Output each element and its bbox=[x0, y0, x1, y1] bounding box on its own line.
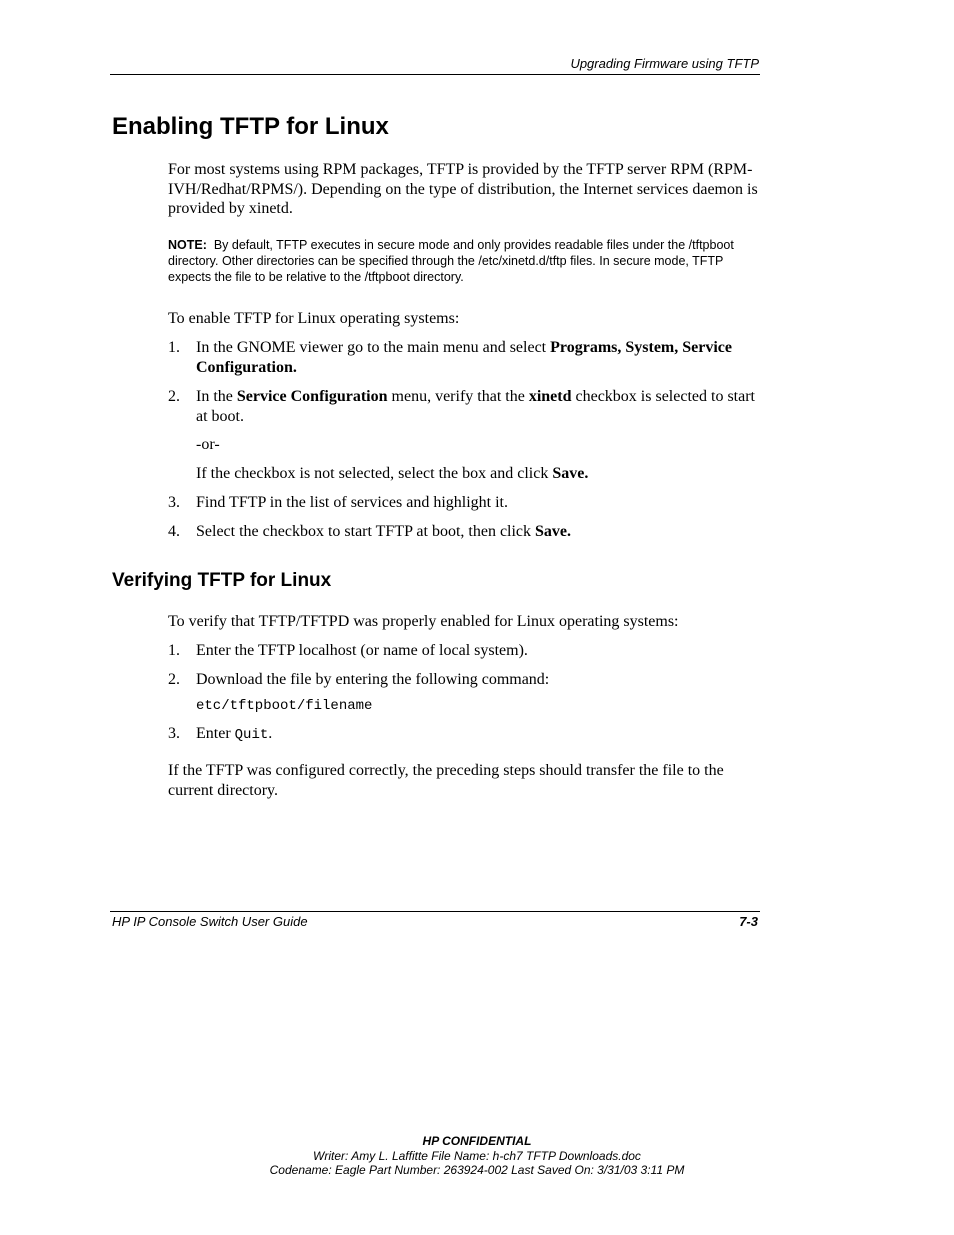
step-number: 1. bbox=[168, 339, 180, 356]
list-item: Find TFTP in the list of services and highlight it. bbox=[196, 494, 508, 511]
list-item: Enter the TFTP localhost (or name of local system). bbox=[196, 642, 528, 659]
section-title-verifying: Verifying TFTP for Linux bbox=[112, 570, 332, 591]
list-item: Enter Quit. bbox=[196, 725, 273, 743]
step-number: 2. bbox=[168, 671, 180, 688]
step-number: 1. bbox=[168, 642, 180, 659]
header-rule bbox=[110, 74, 760, 75]
writer-line: Writer: Amy L. Laffitte File Name: h-ch7 TFTP Downloads.doc bbox=[313, 1149, 641, 1163]
codename-line: Codename: Eagle Part Number: 263924-002 Last Saved On: 3/31/03 3:11 PM bbox=[269, 1163, 685, 1177]
step-number: 3. bbox=[168, 725, 180, 742]
step-number: 2. bbox=[168, 388, 180, 405]
enable-lead: To enable TFTP for Linux operating systems: bbox=[168, 310, 460, 327]
note-block bbox=[168, 237, 760, 285]
code-command: etc/tftpboot/filename bbox=[196, 698, 373, 714]
section-title-enabling: Enabling TFTP for Linux bbox=[112, 113, 389, 140]
or-separator: -or- bbox=[196, 436, 220, 453]
running-header: Upgrading Firmware using TFTP bbox=[570, 56, 759, 71]
intro-paragraph: For most systems using RPM packages, TFTP is provided by the TFTP server RPM (RPM-IVH/Redhat/RPMS/). Depending on the type of distribution, the Internet services daemon is provided by xinetd. bbox=[168, 161, 758, 217]
footer-rule bbox=[110, 911, 760, 912]
list-item: Download the file by entering the following command: bbox=[196, 671, 550, 688]
page-number: 7-3 bbox=[739, 914, 758, 929]
confidential-label: HP CONFIDENTIAL bbox=[422, 1134, 532, 1148]
step-number: 4. bbox=[168, 523, 180, 540]
list-item: Select the checkbox to start TFTP at boot, then click Save. bbox=[196, 523, 572, 540]
list-item: In the GNOME viewer go to the main menu and select Programs, System, Service Configuration. bbox=[196, 339, 732, 376]
list-item-continuation: If the checkbox is not selected, select the box and click Save. bbox=[196, 465, 589, 482]
list-item: In the Service Configuration menu, verify that the xinetd checkbox is selected to start at boot. bbox=[196, 388, 755, 425]
code-quit: Quit bbox=[234, 727, 269, 743]
note-text: By default, TFTP executes in secure mode and only provides readable files under the /tftpboot directory. Other directories can be specified through the /etc/xinetd.d/tftp files. In secure mode, TFTP expects the file to be relative to the /tftpboot directory. bbox=[168, 238, 734, 284]
note-label: NOTE: bbox=[168, 238, 207, 252]
step-number: 3. bbox=[168, 494, 180, 511]
footer-guide-title: HP IP Console Switch User Guide bbox=[112, 914, 308, 929]
verify-lead: To verify that TFTP/TFTPD was properly enabled for Linux operating systems: bbox=[168, 613, 679, 630]
closing-paragraph: If the TFTP was configured correctly, the preceding steps should transfer the file to the current directory. bbox=[168, 762, 724, 799]
